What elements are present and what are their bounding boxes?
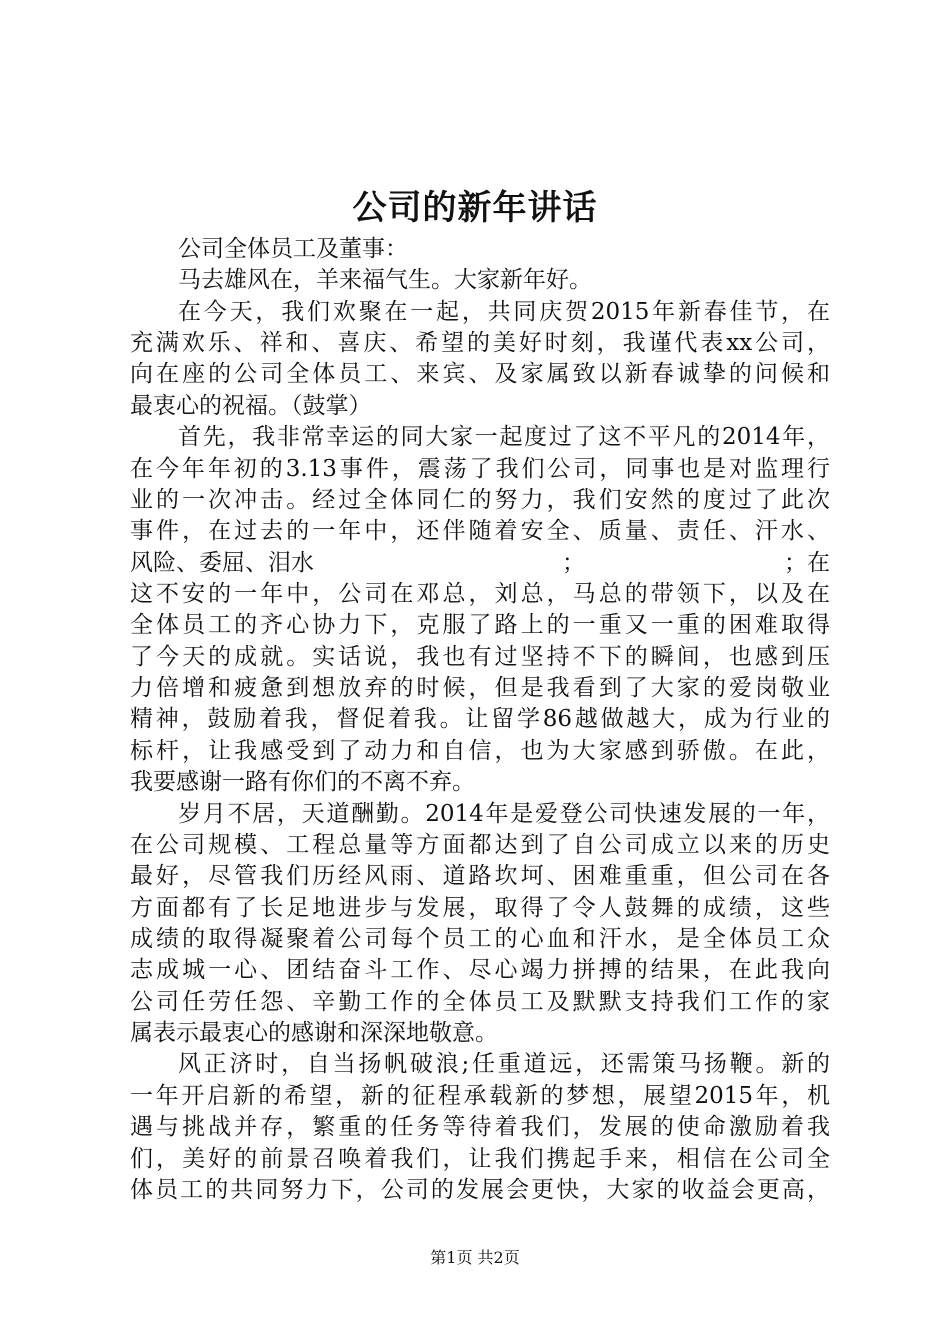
paragraph-line: 充满欢乐、祥和、喜庆、希望的美好时刻，我谨代表xx公司， <box>130 330 830 356</box>
paragraph-line: 在今天，我们欢聚在一起，共同庆贺2015年新春佳节，在 <box>178 299 830 325</box>
paragraph-line: 风险、委屈、泪水 <box>130 550 314 576</box>
paragraph-line: 岁月不居，天道酬勤。2014年是爱登公司快速发展的一年， <box>178 801 830 827</box>
paragraph-line: 志成城一心、团结奋斗工作、尽心竭力拼搏的结果，在此我向 <box>130 957 830 983</box>
paragraph-line: 事件，在过去的一年中，还伴随着安全、质量、责任、汗水、 <box>130 518 830 544</box>
paragraph-line: 体员工的共同努力下，公司的发展会更快，大家的收益会更高， <box>130 1177 830 1203</box>
page-footer: 第1页 共2页 <box>430 1248 520 1267</box>
paragraph-line: 最衷心的祝福。（鼓掌） <box>130 393 372 419</box>
semicolon-mark: ；在 <box>784 550 830 576</box>
paragraph-line: 属表示最衷心的感谢和深深地敬意。 <box>130 1020 498 1046</box>
paragraph-line: 在公司规模、工程总量等方面都达到了自公司成立以来的历史 <box>130 832 830 858</box>
paragraph-line: 最好，尽管我们历经风雨、道路坎坷、困难重重，但公司在各 <box>130 863 830 889</box>
paragraph-line: 业的一次冲击。经过全体同仁的努力，我们安然的度过了此次 <box>130 487 830 513</box>
paragraph-line: 方面都有了长足地进步与发展，取得了令人鼓舞的成绩，这些 <box>130 895 830 921</box>
paragraph-line: 首先，我非常幸运的同大家一起度过了这不平凡的2014年， <box>178 424 830 450</box>
paragraph-line: 在今年年初的3.13事件，震荡了我们公司，同事也是对监理行 <box>130 456 830 482</box>
paragraph-line: 向在座的公司全体员工、来宾、及家属致以新春诚挚的问候和 <box>130 361 830 387</box>
paragraph-line: 遇与挑战并存，繁重的任务等待着我们，发展的使命激励着我 <box>130 1114 830 1140</box>
semicolon-mark: ； <box>562 550 585 576</box>
page-title: 公司的新年讲话 <box>352 188 598 228</box>
paragraph-line: 了今天的成就。实话说，我也有过坚持不下的瞬间，也感到压 <box>130 644 830 670</box>
paragraph-line: 全体员工的齐心协力下，克服了路上的一重又一重的困难取得 <box>130 612 830 638</box>
paragraph-line: 们，美好的前景召唤着我们，让我们携起手来，相信在公司全 <box>130 1146 830 1172</box>
paragraph-line: 这不安的一年中，公司在邓总，刘总，马总的带领下，以及在 <box>130 581 830 607</box>
paragraph-line: 公司任劳任怨、辛勤工作的全体员工及默默支持我们工作的家 <box>130 989 830 1015</box>
paragraph-line: 风正济时，自当扬帆破浪;任重道远，还需策马扬鞭。新的 <box>178 1051 830 1077</box>
paragraph-line: 我要感谢一路有你们的不离不弃。 <box>130 769 475 795</box>
greeting-line: 马去雄风在，羊来福气生。大家新年好。 <box>178 267 592 293</box>
paragraph-line: 精神，鼓励着我，督促着我。让留学86越做越大，成为行业的 <box>130 706 830 732</box>
paragraph-line: 一年开启新的希望，新的征程承载新的梦想，展望2015年，机 <box>130 1083 830 1109</box>
salutation-line: 公司全体员工及董事： <box>178 236 408 262</box>
paragraph-line: 力倍增和疲惫到想放弃的时候，但是我看到了大家的爱岗敬业 <box>130 675 830 701</box>
paragraph-line: 成绩的取得凝聚着公司每个员工的心血和汗水，是全体员工众 <box>130 926 830 952</box>
paragraph-line: 标杆，让我感受到了动力和自信，也为大家感到骄傲。在此， <box>130 738 830 764</box>
